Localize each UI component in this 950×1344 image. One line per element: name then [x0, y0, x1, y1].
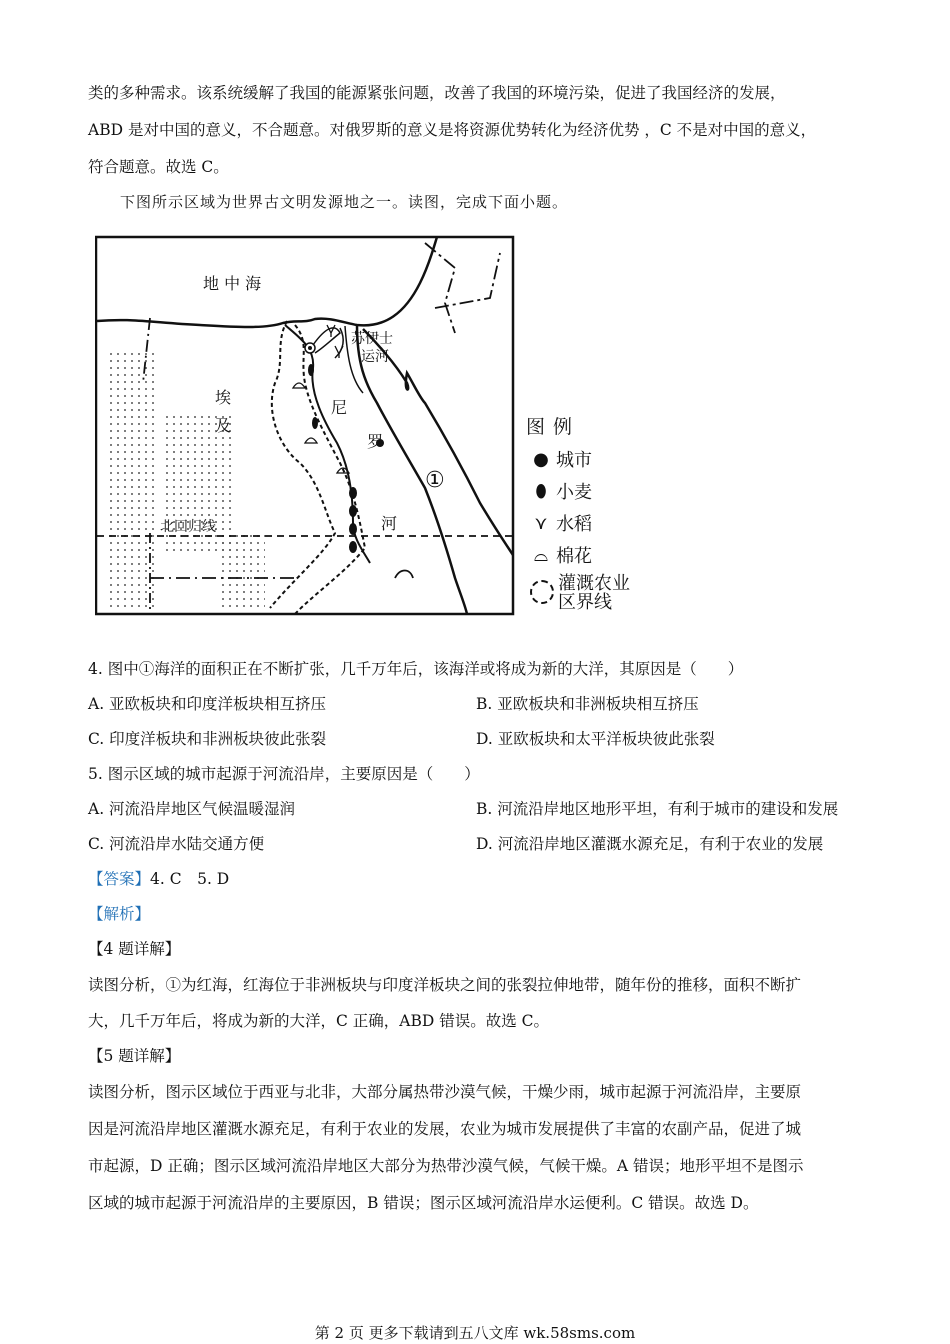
analysis-tag: 【解析】: [88, 905, 151, 923]
label-tropic: 北回归线: [160, 519, 216, 535]
map-legend: [518, 408, 668, 618]
q5-option-c: C. 河流沿岸水陆交通方便: [88, 835, 265, 853]
answer-tag: 【答案】: [88, 870, 151, 888]
intro-line-2: ABD 是对中国的意义，不合题意。对俄罗斯的意义是将资源优势转化为经济优势 ，C 不是对中国的意义，: [88, 121, 817, 139]
q5-detail-line-2: 因是河流沿岸地区灌溉水源充足，有利于农业的发展，农业为城市发展提供了丰富的农副产品，促进了城: [88, 1120, 802, 1138]
q5-option-a: A. 河流沿岸地区气候温暖湿润: [88, 800, 296, 818]
label-egypt-2: 及: [215, 416, 232, 435]
label-nile-3: 河: [381, 514, 398, 533]
intro-line-1: 类的多种需求。该系统缓解了我国的能源紧张问题，改善了我国的环境污染，促进了我国经济的发展，: [88, 84, 786, 102]
label-egypt-1: 埃: [215, 388, 232, 407]
label-suez-2: 运河: [361, 349, 389, 365]
legend-item-cotton: ⌓ 棉花: [530, 542, 592, 568]
q4-detail-line-2: 大，几千万年后，将成为新的大洋，C 正确，ABD 错误。故选 C。: [88, 1012, 550, 1030]
answer-line: [88, 869, 229, 889]
q4-option-b: B. 亚欧板块和非洲板块相互挤压: [476, 695, 699, 713]
cotton-icon: ⌓: [533, 544, 549, 566]
q5-detail-line-4: 区域的城市起源于河流沿岸的主要原因，B 错误；图示区域河流沿岸水运便利。C 错误。故选 D。: [88, 1194, 759, 1212]
q5-detail-line-1: 读图分析，图示区域位于西亚与北非，大部分属热带沙漠气候，干燥少雨，城市起源于河流沿岸，主要原: [88, 1083, 802, 1101]
q5-detail-tag: 【5 题详解】: [88, 1047, 181, 1065]
city-dot-icon: ●: [533, 448, 549, 470]
q5-detail-line-3: 市起源，D 正确；图示区域河流沿岸地区大部分为热带沙漠气候，气候干燥。A 错误；地形平坦不是图示: [88, 1157, 804, 1175]
nile-map: [95, 233, 515, 617]
page-footer: 第 2 页 更多下载请到五八文库 wk.58sms.com: [314, 1324, 636, 1342]
rice-icon: ⋎: [534, 512, 548, 534]
q5-stem: 5. 图示区域的城市起源于河流沿岸，主要原因是（ ）: [88, 765, 480, 783]
wheat-icon: ⬮: [535, 480, 547, 502]
label-mediterranean: 地 中 海: [203, 274, 262, 293]
legend-title: 图例: [526, 416, 581, 438]
legend-item-city: ● 城市: [530, 446, 592, 472]
q4-option-c: C. 印度洋板块和非洲板块彼此张裂: [88, 730, 327, 748]
label-red-sea: ①: [425, 468, 445, 493]
prompt: 下图所示区域为世界古文明发源地之一。读图，完成下面小题。: [120, 193, 569, 211]
label-suez-1: 苏伊士: [351, 331, 393, 347]
q5-option-d: D. 河流沿岸地区灌溉水源充足，有利于农业的发展: [476, 835, 824, 853]
legend-item-wheat: ⬮ 小麦: [530, 478, 592, 504]
label-nile-2: 罗: [367, 432, 384, 451]
intro-line-3: 符合题意。故选 C。: [88, 158, 229, 176]
q4-stem: 4. 图中①海洋的面积正在不断扩张，几千万年后，该海洋或将成为新的大洋，其原因是（ ）: [88, 660, 744, 678]
q4-detail-line-1: 读图分析，①为红海，红海位于非洲板块与印度洋板块之间的张裂拉伸地带，随年份的推移，面积不断扩: [88, 976, 802, 994]
legend-item-rice: ⋎ 水稻: [530, 510, 592, 536]
q4-option-a: A. 亚欧板块和印度洋板块相互挤压: [88, 695, 327, 713]
q4-option-d: D. 亚欧板块和太平洋板块彼此张裂: [476, 730, 715, 748]
dashed-circle-icon: [530, 580, 554, 604]
legend-item-boundary: 灌溉农业 区界线: [530, 574, 630, 612]
q4-detail-tag: 【4 题详解】: [88, 940, 181, 958]
answer-text: 4. C 5. D: [150, 870, 230, 888]
q5-option-b: B. 河流沿岸地区地形平坦，有利于城市的建设和发展: [476, 800, 839, 818]
label-nile-1: 尼: [331, 398, 348, 417]
